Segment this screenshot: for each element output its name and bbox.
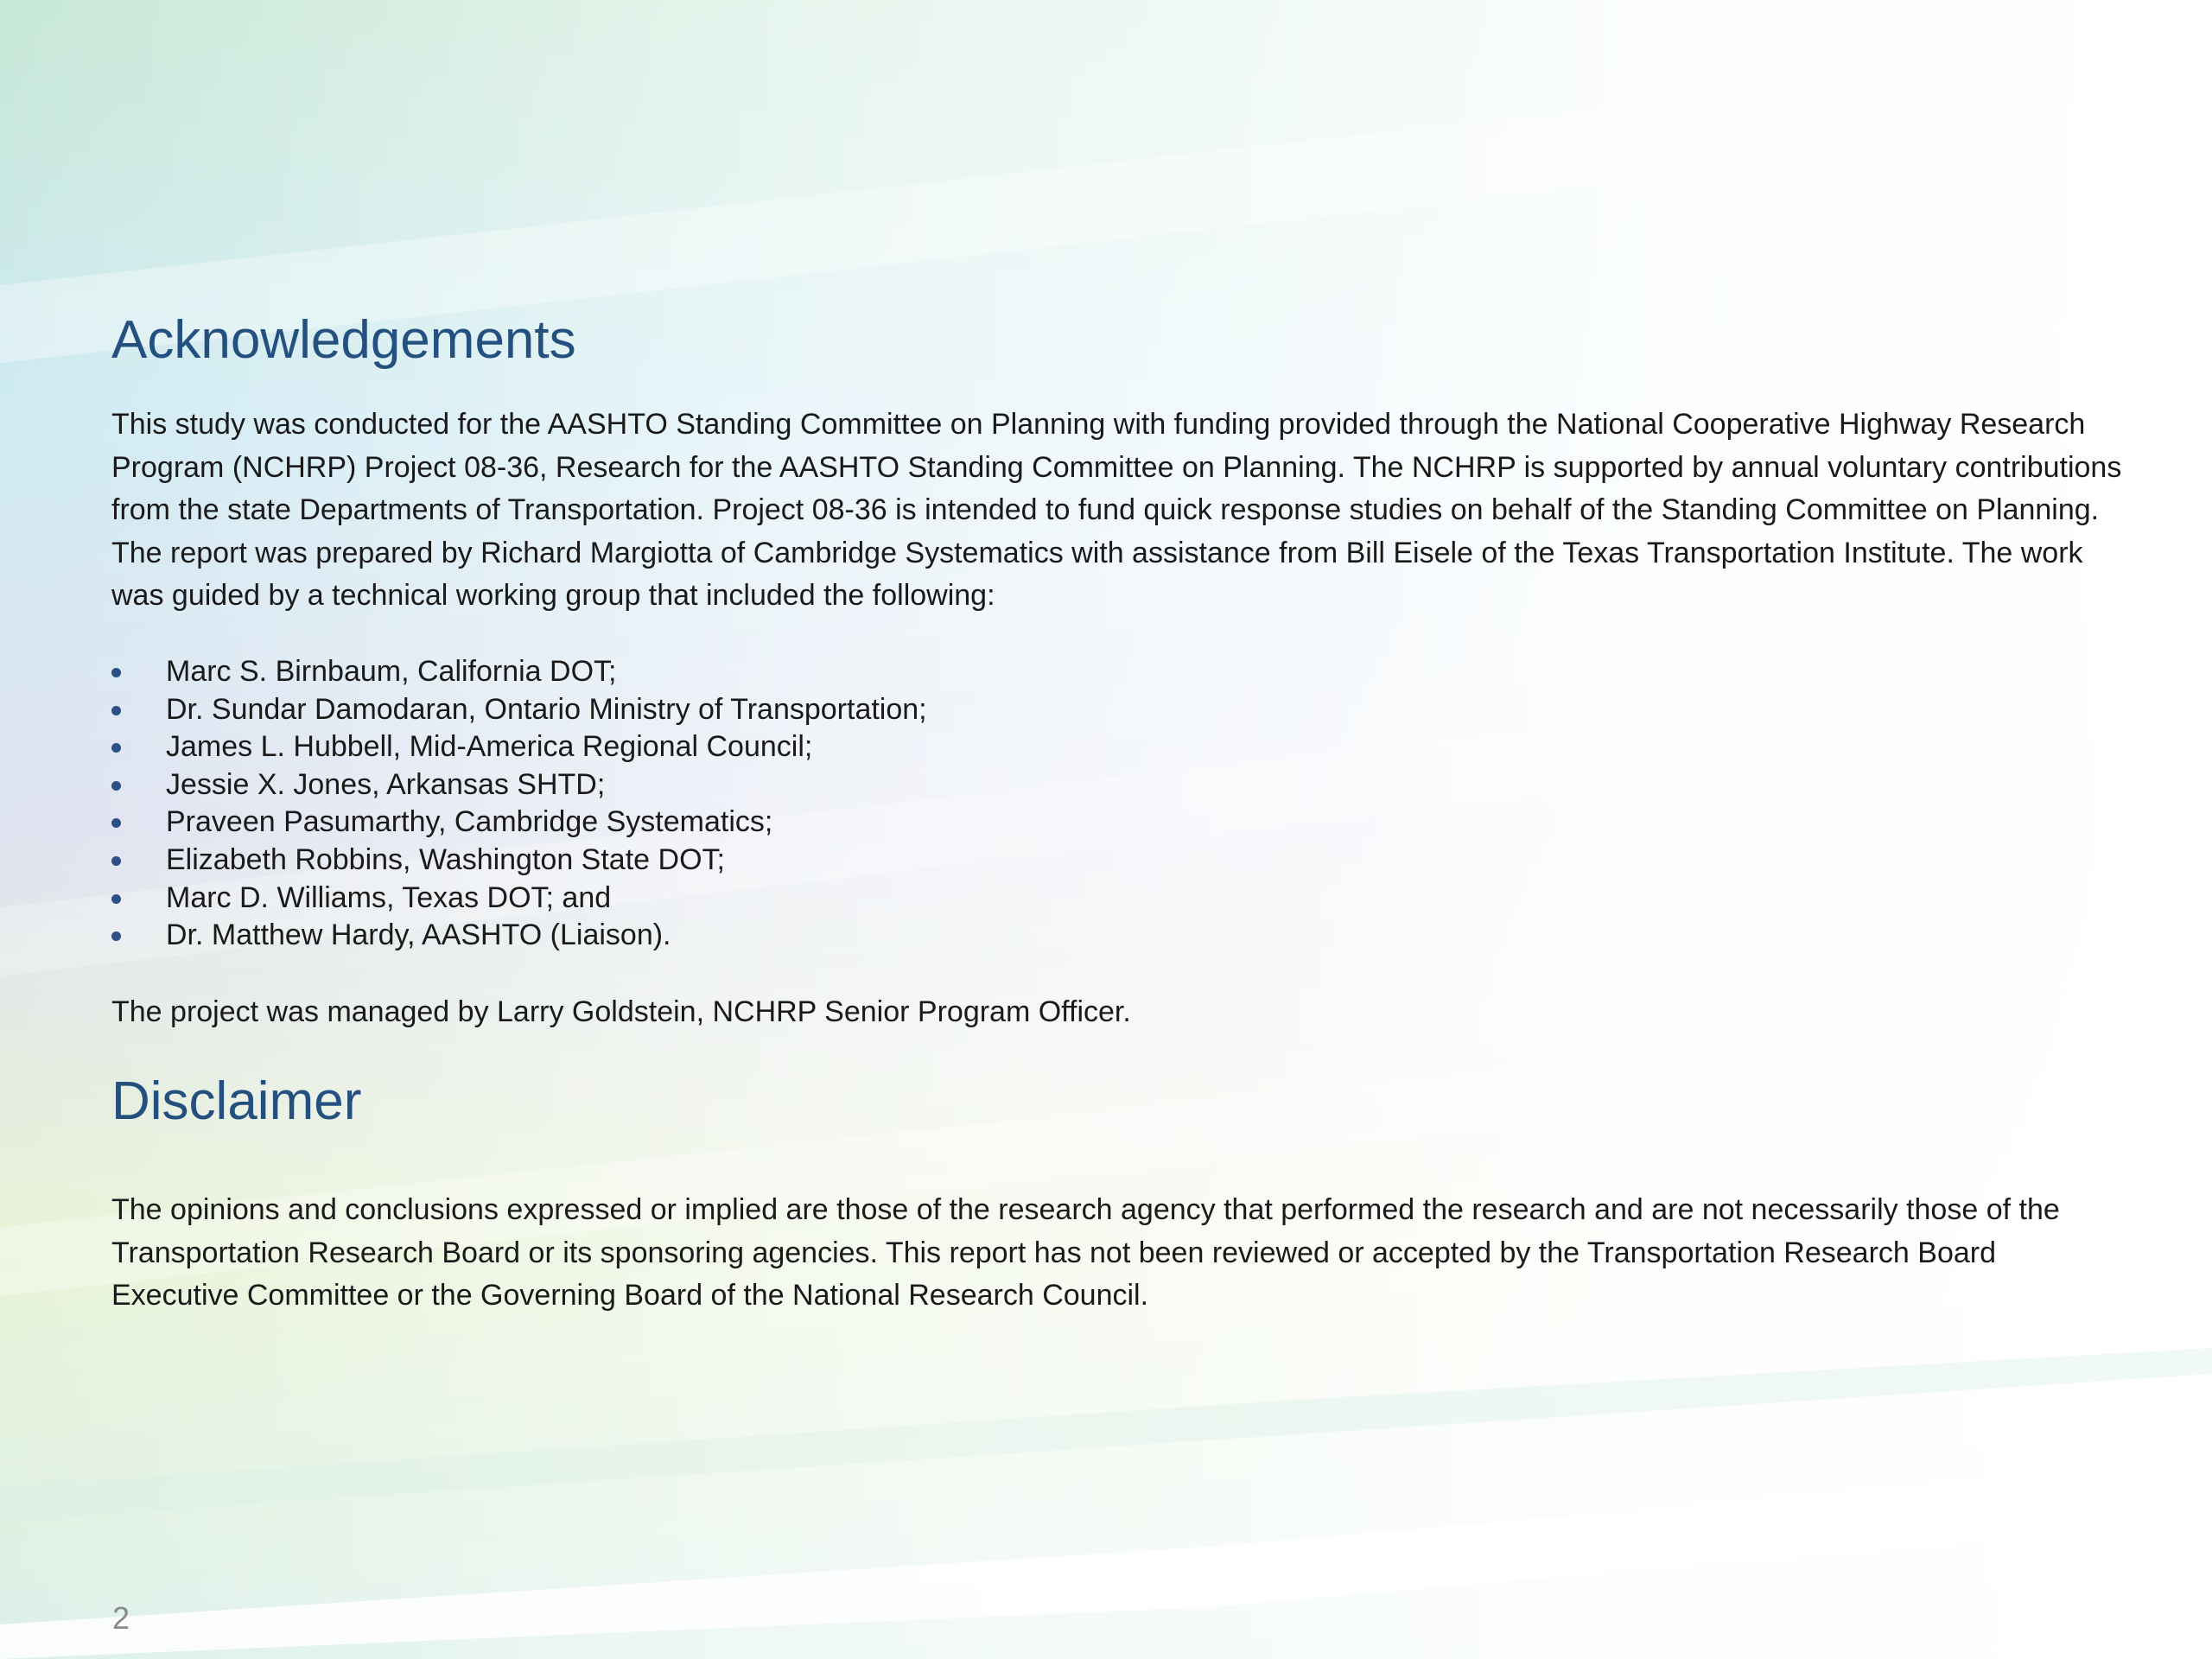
disclaimer-heading: Disclaimer xyxy=(111,1071,362,1131)
page-number: 2 xyxy=(112,1600,130,1636)
list-item xyxy=(111,917,927,955)
acknowledgements-heading: Acknowledgements xyxy=(111,310,576,370)
member-text: Praveen Pasumarthy, Cambridge Systematics; xyxy=(166,805,773,839)
member-text: Dr. Matthew Hardy, AASHTO (Liaison). xyxy=(166,918,671,952)
bullet-icon xyxy=(111,818,121,828)
list-item xyxy=(111,728,927,766)
bullet-icon xyxy=(111,894,121,904)
project-manager-paragraph: The project was managed by Larry Goldstein, NCHRP Senior Program Officer. xyxy=(111,995,1131,1028)
member-text: Marc S. Birnbaum, California DOT; xyxy=(166,655,617,688)
list-item xyxy=(111,653,927,691)
bullet-icon xyxy=(111,706,121,715)
bullet-icon xyxy=(111,931,121,941)
list-item xyxy=(111,842,927,880)
member-text: Dr. Sundar Damodaran, Ontario Ministry of Transportation; xyxy=(166,692,927,726)
member-text: Elizabeth Robbins, Washington State DOT; xyxy=(166,842,725,876)
list-item xyxy=(111,880,927,918)
list-item xyxy=(111,766,927,804)
member-text: Marc D. Williams, Texas DOT; and xyxy=(166,880,612,914)
bullet-icon xyxy=(111,856,121,866)
bullet-icon xyxy=(111,668,121,677)
acknowledgements-paragraph: This study was conducted for the AASHTO Standing Committee on Planning with funding provided through the National Cooperative Highway Research Program (NCHRP) Project 08-36, Research for the AASHTO Standing Committee on Planning. The NCHRP is supported by annual voluntary contributions from the state Departments of Transportation. Project 08-36 is intended to fund quick response studies on behalf of the Standing Committee on Planning. The report was prepared by Richard Margiotta of Cambridge Systematics with assistance from Bill Eisele of the Texas Transportation Institute. The work was guided by a technical working group that included the following: xyxy=(111,408,2122,612)
bullet-icon xyxy=(111,781,121,791)
member-text: James L. Hubbell, Mid-America Regional Council; xyxy=(166,730,813,764)
disclaimer-paragraph: The opinions and conclusions expressed or implied are those of the research agency that performed the research and are not necessarily those of the Transportation Research Board or its sponsoring agencies. This report has not been reviewed or accepted by the Transportation Research Board Executive Committee or the Governing Board of the National Research Council. xyxy=(111,1193,2060,1312)
bullet-icon xyxy=(111,743,121,753)
list-item xyxy=(111,804,927,842)
member-text: Jessie X. Jones, Arkansas SHTD; xyxy=(166,767,606,801)
list-item xyxy=(111,691,927,729)
working-group-list xyxy=(111,653,927,955)
